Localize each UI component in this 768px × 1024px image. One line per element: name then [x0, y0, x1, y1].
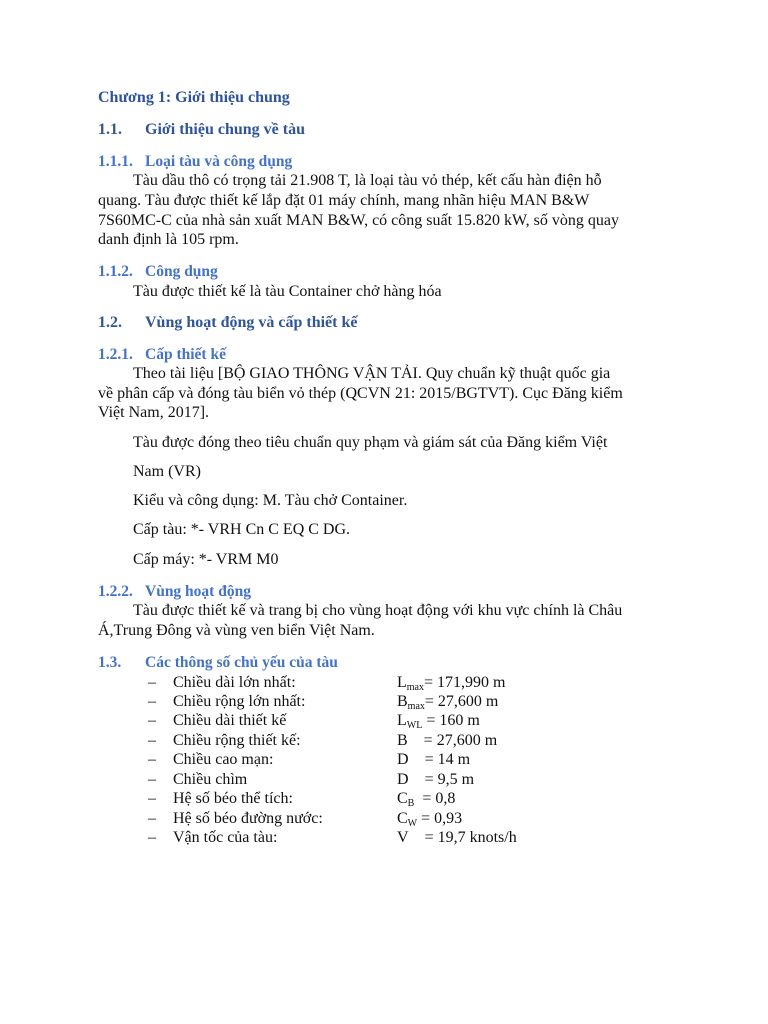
param-symbol: D — [397, 751, 409, 768]
heading-1-2-2 — [98, 583, 251, 601]
heading-1-1-1 — [98, 153, 292, 171]
paragraph-line: Tàu được đóng theo tiêu chuẩn quy phạm và giám sát của Đăng kiểm Việt — [133, 434, 608, 451]
paragraph-line: Cấp tàu: *- VRH Cn C EQ C DG. — [133, 521, 351, 538]
param-value — [397, 751, 470, 770]
list-dash: – — [148, 829, 156, 846]
heading-1-2 — [98, 314, 357, 332]
paragraph-line: Tàu được thiết kế và trang bị cho vùng hoạt động với khu vực chính là Châu — [133, 602, 623, 619]
param-number: = 171,990 m — [424, 674, 506, 691]
param-value — [397, 829, 517, 848]
paragraph-line: Việt Nam, 2017]. — [98, 404, 210, 421]
param-number: = 27,600 m — [424, 693, 499, 710]
list-dash: – — [148, 712, 156, 729]
param-label: Vận tốc của tàu: — [173, 829, 278, 846]
chapter-title: Chương 1: Giới thiệu chung — [98, 89, 290, 106]
param-symbol: D — [397, 771, 409, 788]
list-dash: – — [148, 810, 156, 827]
list-dash: – — [148, 674, 156, 691]
param-symbol: C — [397, 810, 408, 827]
param-label: Chiều dài thiết kế — [173, 712, 287, 729]
list-dash: – — [148, 693, 156, 710]
param-value — [397, 771, 474, 790]
paragraph-line: Nam (VR) — [133, 463, 201, 480]
param-number: = 0,8 — [414, 790, 456, 807]
param-value — [397, 790, 455, 809]
param-number: = 14 m — [408, 751, 471, 768]
heading-text: Công dụng — [145, 263, 218, 280]
param-value — [397, 810, 462, 829]
paragraph-line: Kiểu và công dụng: M. Tàu chở Container. — [133, 492, 408, 509]
list-dash: – — [148, 751, 156, 768]
heading-number: 1.1. — [98, 121, 122, 138]
param-label: Chiều cao mạn: — [173, 751, 274, 768]
param-label: Chiều chìm — [173, 771, 248, 788]
param-symbol: C — [397, 790, 408, 807]
heading-text: Cấp thiết kế — [145, 346, 226, 363]
heading-1-1 — [98, 121, 305, 139]
param-label: Chiều rộng lớn nhất: — [173, 693, 306, 710]
param-label: Chiều rộng thiết kế: — [173, 732, 301, 749]
param-number: = 0,93 — [417, 810, 463, 827]
list-dash: – — [148, 790, 156, 807]
paragraph-line: về phân cấp và đóng tàu biển vỏ thép (QCVN 21: 2015/BGTVT). Cục Đăng kiểm — [98, 385, 623, 402]
paragraph-line: Cấp máy: *- VRM M0 — [133, 551, 279, 568]
param-symbol: V — [397, 829, 409, 846]
param-symbol: B — [397, 732, 408, 749]
paragraph-line: quang. Tàu được thiết kế lắp đặt 01 máy chính, mang nhãn hiệu MAN B&W — [98, 192, 590, 209]
list-dash: – — [148, 732, 156, 749]
heading-number: 1.1.2. — [98, 263, 133, 280]
heading-text: Loại tàu và công dụng — [145, 153, 293, 170]
heading-number: 1.1.1. — [98, 153, 133, 170]
paragraph-line: Á,Trung Đông và vùng ven biển Việt Nam. — [98, 622, 375, 639]
heading-text: Vùng hoạt động và cấp thiết kế — [145, 314, 358, 331]
param-symbol: L — [397, 674, 407, 691]
heading-1-3 — [98, 654, 338, 672]
heading-number: 1.2. — [98, 314, 122, 331]
param-subscript: max — [406, 682, 424, 693]
heading-number: 1.2.1. — [98, 346, 133, 363]
paragraph-line: Theo tài liệu [BỘ GIAO THÔNG VẬN TẢI. Quy chuẩn kỹ thuật quốc gia — [133, 365, 611, 382]
heading-text: Giới thiệu chung về tàu — [145, 121, 305, 138]
param-symbol: B — [397, 693, 408, 710]
list-dash: – — [148, 771, 156, 788]
param-label: Chiều dài lớn nhất: — [173, 674, 296, 691]
param-value — [397, 674, 505, 693]
param-label: Hệ số béo đường nước: — [173, 810, 323, 827]
paragraph-line: 7S60MC-C của nhà sản xuất MAN B&W, có công suất 15.820 kW, số vòng quay — [98, 212, 619, 229]
heading-number: 1.2.2. — [98, 583, 133, 600]
paragraph-line: Tàu dầu thô có trọng tải 21.908 T, là loại tàu vỏ thép, kết cấu hàn điện hỗ — [133, 172, 602, 189]
heading-1-2-1 — [98, 346, 226, 364]
heading-1-1-2 — [98, 263, 218, 281]
paragraph-line: Tàu được thiết kế là tàu Container chở hàng hóa — [133, 283, 442, 300]
heading-text: Vùng hoạt động — [145, 583, 251, 600]
param-subscript: B — [407, 798, 415, 809]
param-subscript: max — [407, 701, 425, 712]
heading-number: 1.3. — [98, 654, 122, 671]
param-number: = 27,600 m — [407, 732, 498, 749]
param-subscript: W — [407, 818, 418, 829]
param-number: = 19,7 knots/h — [408, 829, 517, 846]
param-label: Hệ số béo thể tích: — [173, 790, 293, 807]
heading-text: Các thông số chủ yếu của tàu — [145, 654, 338, 671]
param-subscript: WL — [406, 720, 423, 731]
paragraph-line: danh định là 105 rpm. — [98, 231, 239, 248]
param-number: = 9,5 m — [408, 771, 475, 788]
param-value — [397, 712, 480, 731]
param-value — [397, 732, 497, 751]
param-number: = 160 m — [422, 712, 480, 729]
param-value — [397, 693, 498, 712]
param-symbol: L — [397, 712, 407, 729]
